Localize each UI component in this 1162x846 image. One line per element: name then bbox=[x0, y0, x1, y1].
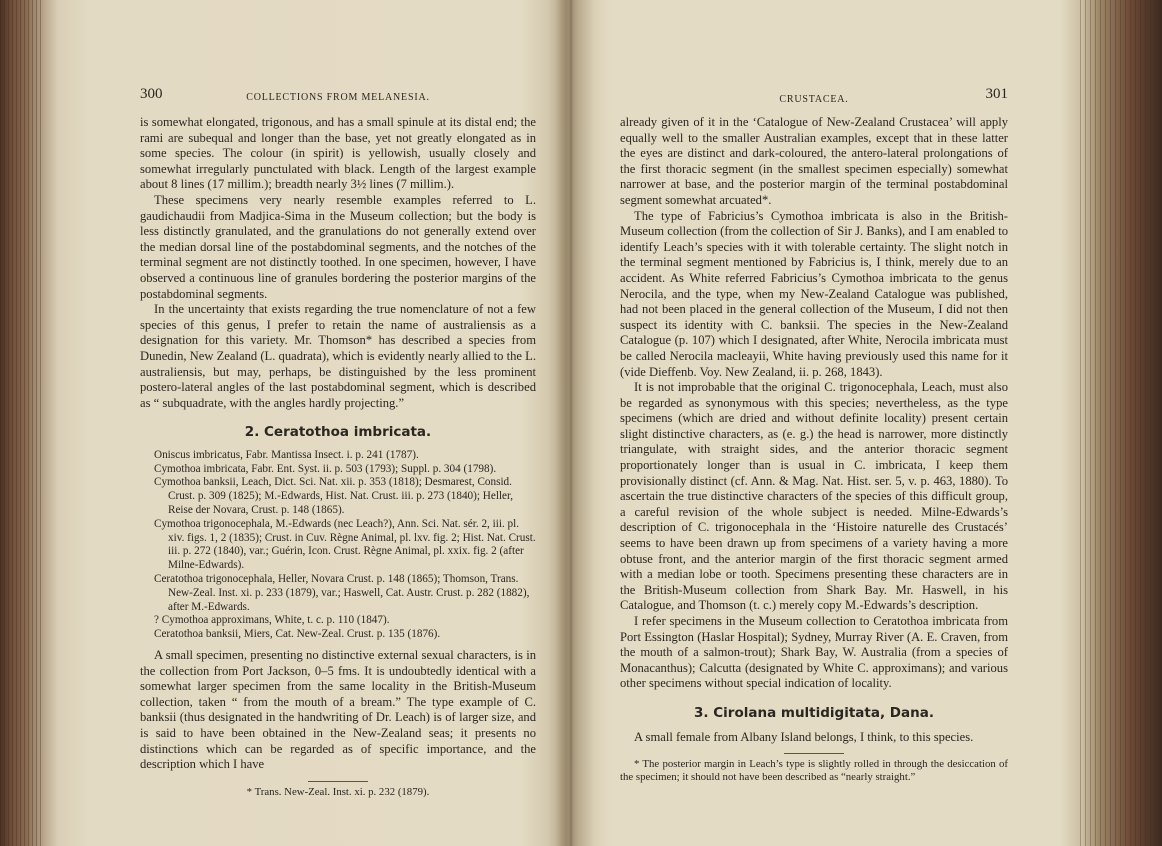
synonymy-entry: Oniscus imbricatus, Fabr. Mantissa Insect. i. p. 241 (1787). bbox=[154, 448, 419, 461]
left-paragraph-3: In the uncertainty that exists regarding the true nomenclature of not a few species of this genus, I prefer to retain the name of australiensis as a designation for this variety. Mr. Thomson* has described a species from Dunedin, New Zealand (L. quadrata), which is evidently nearly allied to the L. australiensis, but may, perhaps, be distinguished by the less prominent postero-lateral angles of the last postabdominal segment, which is described as “ subquadrate, with the angles hardly projecting.” bbox=[140, 302, 536, 410]
right-page-edges bbox=[1080, 0, 1162, 846]
right-running-title: CRUSTACEA. bbox=[779, 94, 849, 105]
section-heading-ceratothoa: 2. Ceratothoa imbricata. bbox=[244, 424, 432, 441]
synonymy-entry: Ceratothoa banksii, Miers, Cat. New-Zeal. Crust. p. 135 (1876). bbox=[154, 628, 441, 641]
synonymy-entry: Cymothoa imbricata, Fabr. Ent. Syst. ii. p. 503 (1793); Suppl. p. 304 (1798). bbox=[154, 462, 497, 475]
left-page-number: 300 bbox=[140, 86, 163, 102]
left-page bbox=[140, 0, 536, 846]
right-footnote-rule bbox=[784, 753, 844, 754]
synonymy-list bbox=[140, 449, 536, 642]
right-paragraph-3: It is not improbable that the original C. trigonocephala, Leach, must also be regarded as synonymous with this species; nevertheless, as the type specimens (which are dried and without definite locality) present certain slight distinctive characters, as (e. g.) the head is narrower, more distinctly triangulate, with straight sides, and the anterior thoracic segment proportionately longer than is usual in C. imbricata, I keep them provisionally distinct (cf. Ann. & Mag. Nat. Hist. ser. 5, v. p. 463, 1880). To ascertain the true distinctive characters of the species of this difficult group, a careful revision of the whole subject is needed. Milne-Edwards’s description of C. trigonocephala in the ‘Histoire naturelle des Crustacés’ seems to have been drawn up from specimens of a variety having a more obtuse front, and the anterior margin of the first thoracic segment armed with a median lobe or tooth. Specimens presenting these characters are in the British-Museum collection from Shark Bay. Mr. Haswell, in his Catalogue, and Thomson (t. c.) merely copy M.-Edwards’s description. bbox=[620, 380, 1008, 613]
left-paragraph-2: These specimens very nearly resemble examples referred to L. gaudichaudii from Madjica-Sima in the Museum collection; but the body is less distinctly granulated, and the granulations do not generally extend over the median dorsal line of the postabdominal segments, and the notches of the terminal segment are not distinctly toothed. In one specimen, however, I have observed a continuous line of granules bordering the posterior margins of the postabdominal segments. bbox=[140, 192, 536, 301]
left-page-edges bbox=[0, 0, 44, 846]
synonymy-entry: Ceratothoa trigonocephala, Heller, Novara Crust. p. 148 (1865); Thomson, Trans. New-Zeal. Inst. xi. p. 233 (1879), var.; Haswell, Cat. Austr. Crust. p. 282 (1882), after M.-Edwards. bbox=[154, 573, 530, 613]
synonymy-entry: ? Cymothoa approximans, White, t. c. p. 110 (1847). bbox=[154, 614, 390, 627]
section-heading-cirolana: 3. Cirolana multidigitata, Dana. bbox=[694, 704, 934, 721]
right-paragraph-4: I refer specimens in the Museum collection to Ceratothoa imbricata from Port Essington (Haslar Hospital); Sydney, Murray River (A. E. Craven, from the mouth of a salmon-trout); Shark Bay, W. Australia (from a species of Monacanthus); Calcutta (designated by White C. approximans); and various other specimens without special indication of locality. bbox=[620, 614, 1008, 691]
left-running-title: COLLECTIONS FROM MELANESIA. bbox=[246, 92, 430, 103]
left-paragraph-4: A small specimen, presenting no distinctive external sexual characters, is in the collection from Port Jackson, 0–5 fms. It is undoubtedly identical with a somewhat larger specimen from the same locality in the British-Museum collection, taken “ from the mouth of a bream.” The type example of C. banksii (thus designated in the handwriting of Dr. Leach) is of larger size, and is said to have been obtained in the New-Zealand seas; it presents no distinctions which can be regarded as of specific importance, and the description which I have bbox=[140, 648, 536, 772]
left-footnote: * Trans. New-Zeal. Inst. xi. p. 232 (1879). bbox=[246, 785, 430, 798]
right-paragraph-1: already given of it in the ‘Catalogue of New-Zealand Crustacea’ will apply equally well to the smaller Australian examples, except that in these latter the eyes are distinct and dark-coloured, the antero-lateral prolongations of the first thoracic segment (in the smallest specimen especially) somewhat narrower at base, and the posterior margin of the terminal postabdominal segment somewhat arcuated*. bbox=[620, 115, 1008, 207]
right-paragraph-5: A small female from Albany Island belongs, I think, to this species. bbox=[634, 729, 974, 744]
book-gutter bbox=[548, 0, 594, 846]
left-running-head bbox=[140, 87, 536, 109]
left-paragraph-1: is somewhat elongated, trigonous, and has a small spinule at its distal end; the rami are subequal and longer than the base, yet not greatly elongated as in some species. The colour (in spirit) is yellowish, usually closely and somewhat irregularly punctulated with black. Length of the largest example about 8 lines (17 millim.); breadth nearly 3½ lines (7 millim.). bbox=[140, 115, 536, 192]
left-page-body bbox=[140, 115, 536, 799]
synonymy-entry: Cymothoa trigonocephala, M.-Edwards (nec Leach?), Ann. Sci. Nat. sér. 2, iii. pl. xiv. figs. 1, 2 (1835); Crust. in Cuv. Règne Animal, pl. lxv. fig. 2; Hist. Nat. Crust. iii. p. 272 (1840), var.; Guérin, Icon. Crust. Règne Animal, pl. xxix. fig. 2 (after Milne-Edwards). bbox=[154, 517, 536, 572]
right-paragraph-2: The type of Fabricius’s Cymothoa imbricata is also in the British-Museum collection (from the collection of Sir J. Banks), and I am enabled to identify Leach’s species with it with tolerable certainty. The slight notch in the terminal segment mentioned by Fabricius is, I think, merely due to an accident. As White referred Fabricius’s Cymothoa imbricata to the genus Nerocila, and the type, when my New-Zealand Catalogue was published, had not been placed in the general collection of the Museum, I did not then suspect its identity with C. banksii. The species in the New-Zealand Catalogue (p. 107) which I designated, after White, Nerocila imbricata must be called Nerocila macleayii, White having previously used this name for it (vide Dieffenb. Voy. New Zealand, ii. p. 268, 1843). bbox=[620, 208, 1008, 379]
left-footnote-rule bbox=[308, 781, 368, 782]
right-footnote: * The posterior margin in Leach’s type is slightly rolled in through the desiccation of the specimen; it should not have been described as “nearly straight.” bbox=[620, 758, 1008, 784]
right-page bbox=[620, 0, 1008, 846]
synonymy-entry: Cymothoa banksii, Leach, Dict. Sci. Nat. xii. p. 353 (1818); Desmarest, Consid. Crust. p. 309 (1825); M.-Edwards, Hist. Nat. Crust. iii. p. 273 (1840); Heller, Reise der Novara, Crust. p. 148 (1865). bbox=[154, 476, 514, 517]
right-page-body bbox=[620, 115, 1008, 784]
right-page-number: 301 bbox=[985, 86, 1008, 102]
right-running-head bbox=[620, 87, 1008, 109]
